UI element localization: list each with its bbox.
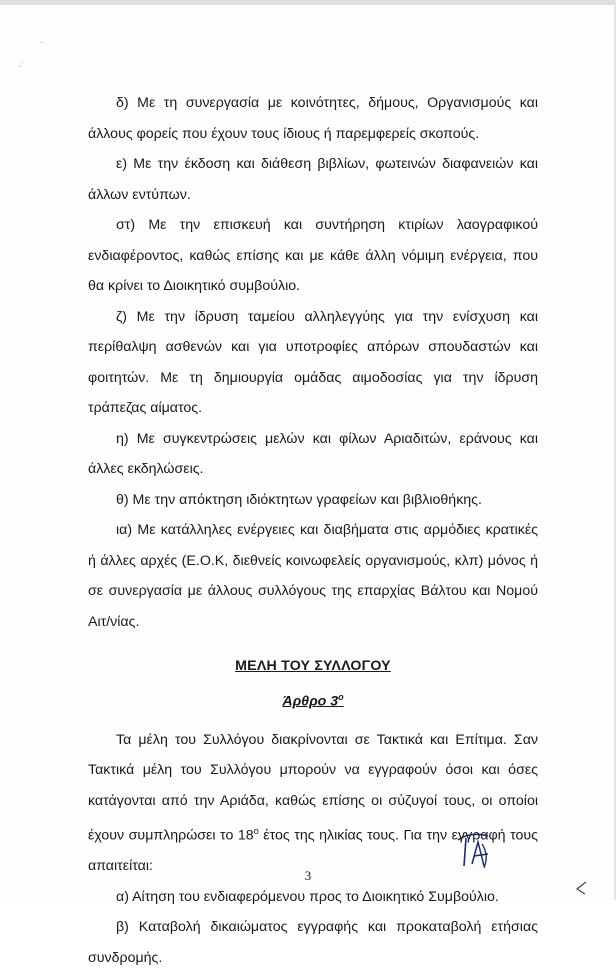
scan-top-edge	[0, 0, 616, 5]
members-text-part1: Τα μέλη του Συλλόγου διακρίνονται σε Τακτικά και Επίτιμα. Σαν Τακτικά μέλη του Συλλόγου μπορούν να εγγραφούν όσοι και όσες κατάγονται από την Αριάδα, καθώς επίσης οι σύζυγοί τους, οι οποίοι έχουν συμπληρώσει το 18	[88, 731, 538, 844]
paragraph-eta: η) Με συγκεντρώσεις μελών και φίλων Αριαδιτών, εράνους και άλλες εκδηλώσεις.	[88, 430, 538, 477]
paragraph-epsilon: ε) Με την έκδοση και διάθεση βιβλίων, φωτεινών διαφανειών και άλλων εντύπων.	[88, 156, 538, 203]
paragraph-st: στ) Με την επισκευή και συντήρηση κτιρίων λαογραφικού ενδιαφέροντος, καθώς επίσης και με κάθε άλλη νόμιμη ενέργεια, που θα κρίνει το Διοικητικό συμβούλιο.	[88, 217, 538, 294]
requirement-alpha: α) Αίτηση του ενδιαφερόμενου προς το Διοικητικό Συμβούλιο.	[116, 888, 499, 905]
paragraph-theta: θ) Με την απόκτηση ιδιόκτητων γραφείων και βιβλιοθήκης.	[116, 491, 482, 508]
section-spacer	[88, 637, 538, 651]
paragraph-delta: δ) Με τη συνεργασία με κοινότητες, δήμους, Οργανισμούς και άλλους φορείς που έχουν τους ίδιους ή παρεμφερείς σκοπούς.	[88, 95, 538, 142]
scan-speck: ·	[40, 37, 44, 48]
corner-scan-mark	[574, 880, 588, 896]
paragraph-zeta: ζ) Με την ίδρυση ταμείου αλληλεγγύης για την ενίσχυση και περίθαλψη ασθενών και για υποτροφίες απόρων σπουδαστών και φοιτητών. Με τη δημιουργία ομάδας αιμοδοσίας για την ίδρυση τράπεζας αίματος.	[88, 308, 538, 416]
article-title-superscript: ο	[338, 691, 344, 702]
requirement-beta: β) Καταβολή δικαιώματος εγγραφής και προκαταβολή ετήσιας συνδρομής.	[88, 919, 538, 966]
article-title	[88, 682, 538, 717]
scan-speck: ·˙	[18, 61, 25, 72]
section-heading: ΜΕΛΗ ΤΟΥ ΣΥΛΛΟΓΟΥ	[235, 658, 391, 674]
signature-mark	[454, 828, 496, 874]
article-title-text: Άρθρο 3	[282, 693, 339, 710]
page-number: 3	[304, 868, 312, 883]
members-text-part2: έτος της ηλικίας τους. Για την εγγραφή τους απαιτείται:	[88, 827, 538, 875]
article-spacer	[88, 717, 538, 725]
members-superscript: ο	[253, 826, 259, 837]
paragraph-ia: ια) Με κατάλληλες ενέργειες και διαβήματα στις αρμόδιες κρατικές ή άλλες αρχές (Ε.Ο.Κ, διεθνείς κοινωφελείς οργανισμούς, κλπ) μόνος ή σε συνεργασία με άλλους συλλόγους της επαρχίας Βάλτου και Νομού Αιτ/νίας.	[88, 522, 538, 630]
